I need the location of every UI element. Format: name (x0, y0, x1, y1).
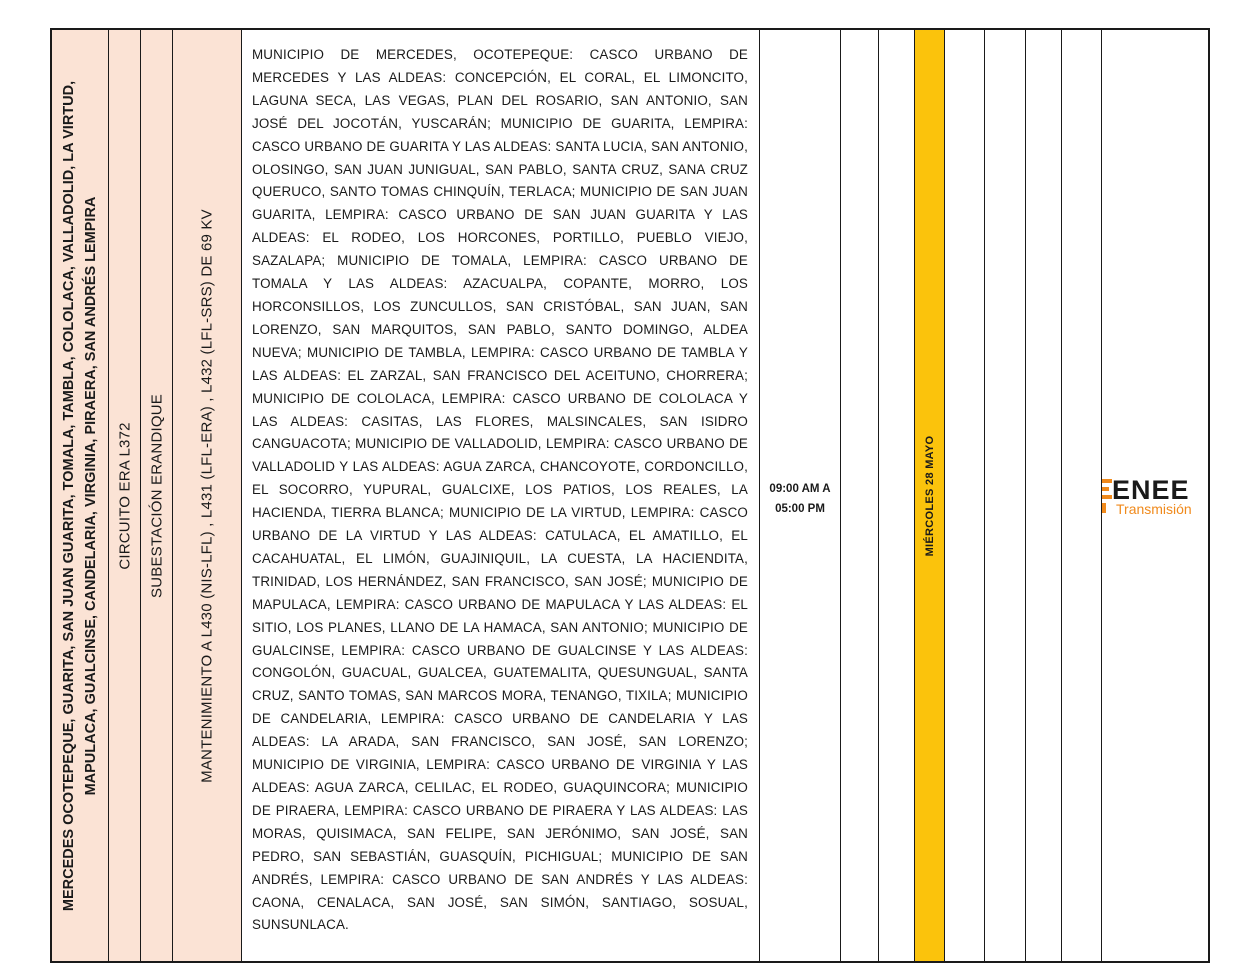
time-start: 09:00 AM A (769, 483, 831, 495)
work-text: MANTENIMIENTO A L430 (NIS-LFL) , L431 (LFL-ERA) , L432 (LFL-SRS) DE 69 KV (198, 208, 216, 783)
regions-text: MERCEDES OCOTEPEQUE, GUARITA, SAN JUAN GUARITA, TOMALA, TAMBLA, COLOLACA, VALLADOLID, LA VIRTUD, MAPULACA, GUALCINSE, CANDELARIA, VIRGINIA, PIRAERA, SAN ANDRÉS LEMPIRA (61, 80, 99, 911)
time-range (760, 479, 840, 519)
circuit-text: CIRCUITO ERA L372 (116, 421, 133, 570)
work-cell (173, 30, 242, 961)
substation-cell (141, 30, 173, 961)
date-text: MIÉRCOLES 28 MAYO (923, 435, 936, 556)
time-cell (760, 30, 841, 961)
logo-subtitle: Transmisión (1116, 501, 1192, 517)
time-end: 05:00 PM (775, 503, 825, 515)
empty-cell-5 (1026, 30, 1062, 961)
affected-areas-text: MUNICIPIO DE MERCEDES, OCOTEPEQUE: CASCO URBANO DE MERCEDES Y LAS ALDEAS: CONCEPCIÓN, EL CORAL, EL LIMONCITO, LAGUNA SECA, LAS VEGAS, PLAN DEL ROSARIO, SAN ANTONIO, SAN JOSÉ DEL JOCOTÁN, YUSCARÁN; MUNICIPIO DE GUARITA, LEMPIRA: CASCO URBANO DE GUARITA Y LAS ALDEAS: SANTA LUCIA, SAN ANTONIO, OLOSINGO, SAN JUAN JUNIGUAL, SAN PABLO, SANTA CRUZ, SANA CRUZ QUERUCO, SANTO TOMAS CHINQUÍN, TERLACA; MUNICIPIO DE SAN JUAN GUARITA, LEMPIRA: CASCO URBANO DE SAN JUAN GUARITA Y LAS ALDEAS: EL RODEO, LOS HORCONES, PORTILLO, PUEBLO VIEJO, SAZALAPA; MUNICIPIO DE TOMALA, LEMPIRA: CASCO URBANO DE TOMALA Y LAS ALDEAS: AZACUALPA, COPANTE, MORRO, LOS HORCONSILLOS, LOS ZUNCULLOS, SAN CRISTÓBAL, SAN JUAN, SAN LORENZO, SAN MARQUITOS, SAN PABLO, SANTO DOMINGO, ALDEA NUEVA; MUNICIPIO DE TAMBLA, LEMPIRA: CASCO URBANO DE TAMBLA Y LAS ALDEAS: EL ZARZAL, SAN FRANCISCO DEL ACEITUNO, CHORRERA; MUNICIPIO DE COLOLACA, LEMPIRA: CASCO URBANO DE COLOLACA Y LAS ALDEAS: CASITAS, LAS FLORES, MALSINCALES, SAN ISIDRO CANGUACOTA; MUNICIPIO DE VALLADOLID, LEMPIRA: CASCO URBANO DE VALLADOLID Y LAS ALDEAS: AGUA ZARCA, CHANCOYOTE, CORDONCILLO, EL SOCORRO, YUPURAL, GUALCIXE, LOS PATIOS, LOS REALES, LA HACIENDA, TIERRA BLANCA; MUNICIPIO DE LA VIRTUD, LEMPIRA: CASCO URBANO DE LA VIRTUD Y LAS ALDEAS: CATULACA, EL AMATILLO, EL CACAHUATAL, EL LIMÓN, GUAJINIQUIL, LA CUESTA, LA HACIENDITA, TRINIDAD, LOS HERNÁNDEZ, SAN FRANCISCO, SAN JOSÉ; MUNICIPIO DE MAPULACA, LEMPIRA: CASCO URBANO DE MAPULACA Y LAS ALDEAS: EL SITIO, LOS PLANES, LLANO DE LA HAMACA, SAN ANTONIO; MUNICIPIO DE GUALCINSE, LEMPIRA: CASCO URBANO DE GUALCINSE Y LAS ALDEAS: CONGOLÓN, GUACUAL, GUALCEA, GUATEMALITA, QUESUNGUAL, SANTA CRUZ, SANTO TOMAS, SAN MARCOS MORA, TENANGO, TIXILA; MUNICIPIO DE CANDELARIA, LEMPIRA: CASCO URBANO DE CANDELARIA Y LAS ALDEAS: LA ARADA, SAN FRANCISCO, SAN JOSÉ, SAN LORENZO; MUNICIPIO DE VIRGINIA, LEMPIRA: CASCO URBANO DE VIRGINIA Y LAS ALDEAS: AGUA ZARCA, CELILAC, EL RODEO, GUAQUINCORA; MUNICIPIO DE PIRAERA, LEMPIRA: CASCO URBANO DE PIRAERA Y LAS ALDEAS: LAS MORAS, QUISIMACA, SAN FELIPE, SAN JERÓNIMO, SAN JOSÉ, SAN PEDRO, SAN SEBASTIÁN, GUASQUÍN, PICHIGUAL; MUNICIPIO DE SAN ANDRÉS, LEMPIRA: CASCO URBANO DE SAN ANDRÉS Y LAS ALDEAS: CAONA, CENALACA, SAN JOSÉ, SAN SIMÓN, SANTIAGO, SOSUAL, SUNSUNLACA. (252, 47, 748, 933)
outage-table-row (50, 28, 1210, 963)
empty-cell-6 (1062, 30, 1102, 961)
substation-text: SUBESTACIÓN ERANDIQUE (148, 393, 165, 598)
empty-cell-3 (945, 30, 985, 961)
enee-logo (1102, 474, 1210, 518)
empty-cell-4 (985, 30, 1026, 961)
circuit-cell (109, 30, 141, 961)
enee-logo-mark-icon (1102, 479, 1112, 513)
date-cell (915, 30, 945, 961)
empty-cell-1 (841, 30, 879, 961)
logo-word: ENEE (1112, 475, 1190, 505)
regions-cell (52, 30, 109, 961)
empty-cell-2 (879, 30, 915, 961)
